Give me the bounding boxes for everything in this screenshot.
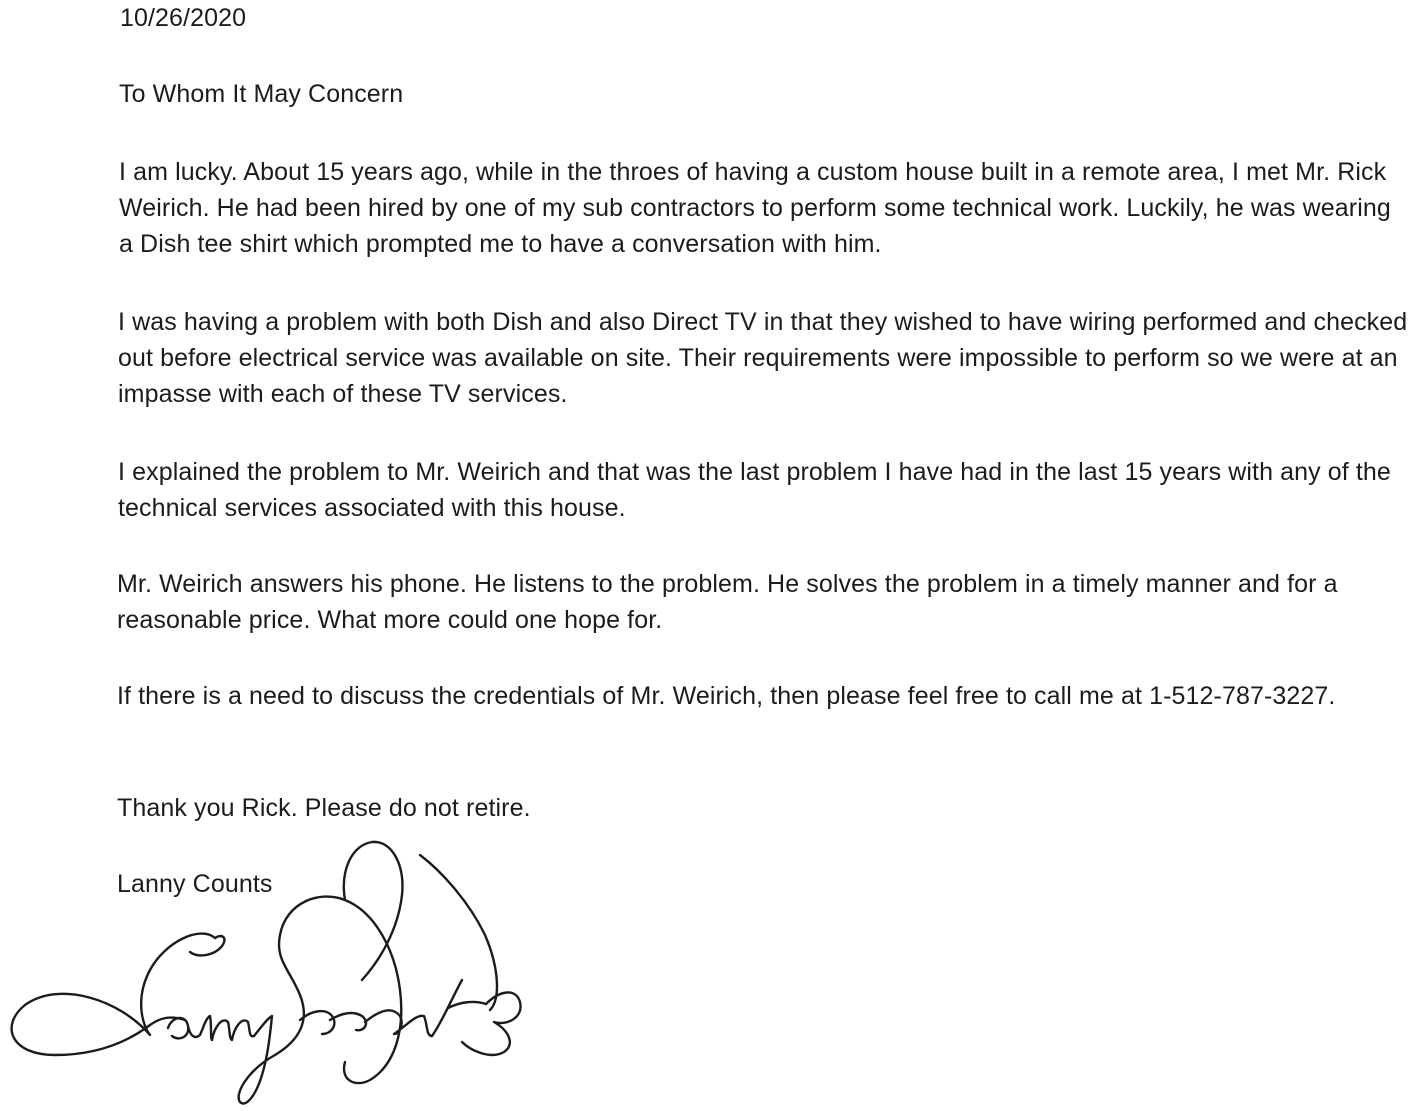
letter-date: 10/26/2020 xyxy=(120,4,247,32)
letter-closing: Thank you Rick. Please do not retire. xyxy=(117,794,531,822)
handwritten-signature xyxy=(0,830,560,1111)
letter-paragraph-4: Mr. Weirich answers his phone. He listens to the problem. He solves the problem in a timely manner and for a reasonable price. What more could one hope for. xyxy=(117,570,1338,634)
signer-name: Lanny Counts xyxy=(117,870,273,898)
letter-paragraph-5: If there is a need to discuss the credentials of Mr. Weirich, then please feel free to call me at 1-512-787-3227. xyxy=(117,682,1336,710)
letter-paragraph-2: I was having a problem with both Dish and also Direct TV in that they wished to have wiring performed and checked out before electrical service was available on site. Their requirements were impossible to perform so we were at an impasse with each of these TV services. xyxy=(118,308,1408,408)
letter-paragraph-1: I am lucky. About 15 years ago, while in the throes of having a custom house built in a remote area, I met Mr. Rick Weirich. He had been hired by one of my sub contractors to perform some technical work. Luckily, he was wearing a Dish tee shirt which prompted me to have a conversation with him. xyxy=(119,158,1391,258)
letter-paragraph-3: I explained the problem to Mr. Weirich and that was the last problem I have had in the last 15 years with any of the technical services associated with this house. xyxy=(118,458,1391,522)
letter-salutation: To Whom It May Concern xyxy=(119,80,404,108)
